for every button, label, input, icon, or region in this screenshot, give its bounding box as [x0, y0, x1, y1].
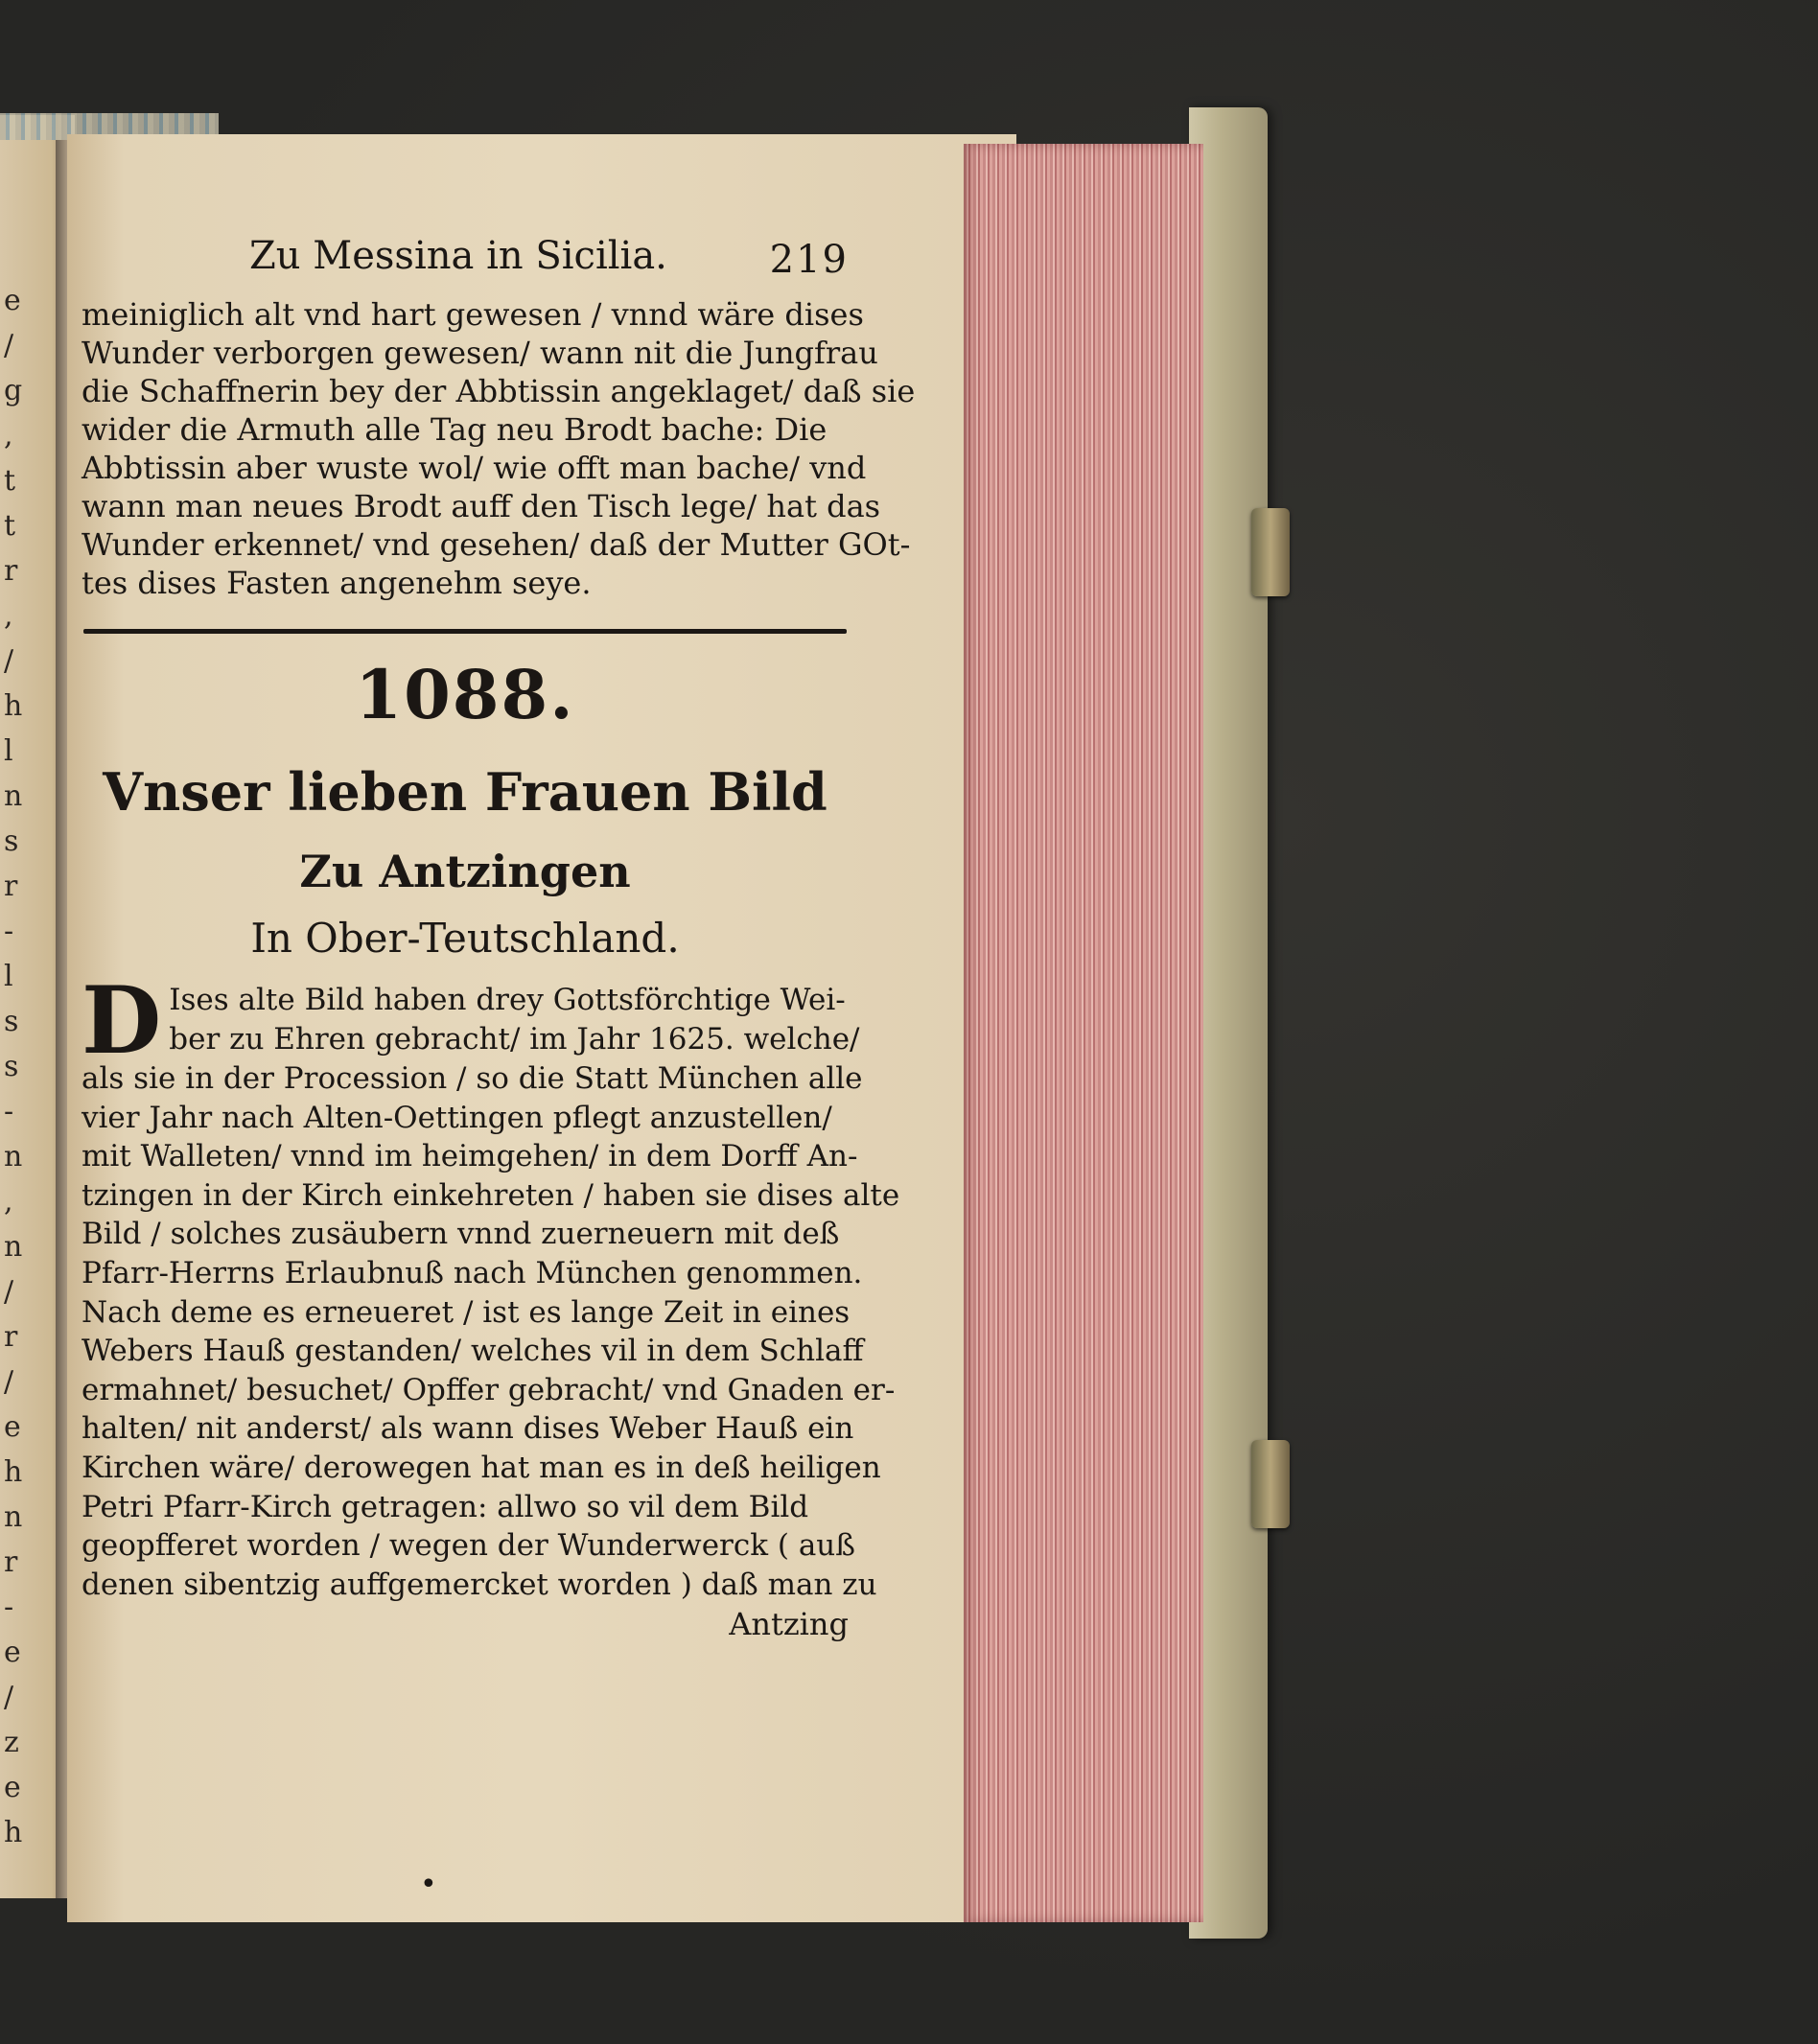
left-page-fragment: / [4, 644, 14, 678]
left-page-fragment: r [4, 554, 18, 588]
page-number: 219 [769, 238, 849, 282]
section-divider [83, 629, 847, 634]
left-page-fragment: t [4, 509, 16, 543]
left-page-fragment: - [4, 1095, 14, 1128]
catchword: Antzing [729, 1606, 849, 1643]
text-line: Webers Hauß gestanden/ welches vil in dem Schlaff [82, 1334, 864, 1369]
text-line: tes dises Fasten angenehm seye. [82, 565, 592, 601]
left-page-fragment: r [4, 870, 18, 903]
left-page-fragment: / [4, 1365, 14, 1399]
drop-cap: D [82, 966, 162, 1075]
left-page-fragment: , [4, 1185, 13, 1219]
left-page-fragment: n [4, 1140, 23, 1173]
text-line: Bild / solches zusäubern vnnd zuerneuern mit deß [82, 1217, 840, 1252]
left-page-fragment: - [4, 1591, 14, 1624]
red-page-edges [964, 144, 1203, 1922]
text-line: Ises alte Bild haben drey Gottsförchtige Wei- [169, 983, 846, 1017]
running-title: Zu Messina in Sicilia. [249, 234, 667, 278]
body-paragraph [82, 966, 900, 1604]
text-line: vier Jahr nach Alten-Oettingen pflegt anzustellen/ [82, 1100, 832, 1135]
text-line: Nach deme es erneueret / ist es lange Zeit in eines [82, 1294, 851, 1330]
left-page-fragment: z [4, 1726, 19, 1759]
left-page-fragment: h [4, 1455, 23, 1489]
left-page-fragment: / [4, 329, 14, 362]
text-line: wider die Armuth alle Tag neu Brodt bache: Die [82, 411, 827, 448]
left-page-fragment: n [4, 779, 23, 813]
left-page-fragment: n [4, 1500, 23, 1534]
text-line: Petri Pfarr-Kirch getragen: allwo so vil dem Bild [82, 1489, 809, 1524]
text-line: wann man neues Brodt auff den Tisch lege/ hat das [82, 488, 881, 524]
text-line: meiniglich alt vnd hart gewesen / vnnd wäre dises [82, 296, 864, 333]
text-line: Abbtissin aber wuste wol/ wie offt man bache/ vnd [82, 450, 867, 486]
entry-subtitle: Zu Antzingen [299, 846, 631, 897]
entry-region: In Ober-Teutschland. [250, 915, 680, 962]
left-page-fragment: r [4, 1545, 18, 1579]
left-page-fragment: t [4, 464, 16, 498]
entry-number: 1088. [355, 655, 575, 734]
page-header [82, 234, 849, 295]
clasp-lower [1251, 1440, 1290, 1528]
entry-title: Vnser lieben Frauen Bild [103, 761, 827, 823]
left-page-fragment: r [4, 1320, 18, 1354]
text-line: Wunder verborgen gewesen/ wann nit die Jungfrau [82, 335, 878, 371]
text-line: tzingen in der Kirch einkehreten / haben sie dises alte [82, 1177, 900, 1213]
left-page-fragments [4, 278, 58, 1855]
text-line: ber zu Ehren gebracht/ im Jahr 1625. welche/ [169, 1021, 860, 1057]
left-page-fragment: n [4, 1230, 23, 1264]
left-page-fragment: s [4, 1005, 19, 1038]
left-page-fragment: , [4, 419, 13, 453]
text-line: denen sibentzig auffgemercket worden ) daß man zu [82, 1567, 877, 1602]
left-page-fragment: h [4, 1816, 23, 1849]
text-line: Kirchen wäre/ derowegen hat man es in deß heiligen [82, 1450, 881, 1485]
text-line: ermahnet/ besuchet/ Opffer gebracht/ vnd Gnaden er- [82, 1372, 896, 1407]
clasp-upper [1251, 508, 1290, 596]
text-line: Wunder erkennet/ vnd gesehen/ daß der Mutter GOt- [82, 526, 911, 563]
left-page-fragment: s [4, 1050, 19, 1083]
left-page-fragment: / [4, 1275, 14, 1309]
left-page-fragment: g [4, 374, 23, 407]
left-page-fragment: l [4, 734, 13, 768]
text-line: Pfarr-Herrns Erlaubnuß nach München genommen. [82, 1255, 863, 1290]
text-line: als sie in der Procession / so die Statt München alle [82, 1061, 863, 1096]
opening-paragraph [82, 295, 916, 602]
text-line: die Schaffnerin bey der Abbtissin angeklaget/ daß sie [82, 373, 916, 409]
left-page-fragment: e [4, 1771, 21, 1804]
left-page-fragment: h [4, 689, 23, 723]
left-page-fragment: e [4, 1636, 21, 1669]
text-line: halten/ nit anderst/ als wann dises Weber Hauß ein [82, 1411, 854, 1447]
text-line: mit Walleten/ vnnd im heimgehen/ in dem Dorff An- [82, 1139, 858, 1174]
left-page-fragment: - [4, 915, 14, 948]
signature-mark: • [420, 1868, 437, 1901]
page-text [82, 234, 916, 1643]
left-page-fragment: e [4, 1410, 21, 1444]
left-page-fragment: s [4, 825, 19, 858]
left-page-fragment: e [4, 284, 21, 317]
left-page-fragment: , [4, 599, 13, 633]
left-page-fragment: / [4, 1681, 14, 1714]
left-page-fragment: l [4, 960, 13, 993]
text-line: geopfferet worden / wegen der Wunderwerck ( auß [82, 1528, 855, 1564]
